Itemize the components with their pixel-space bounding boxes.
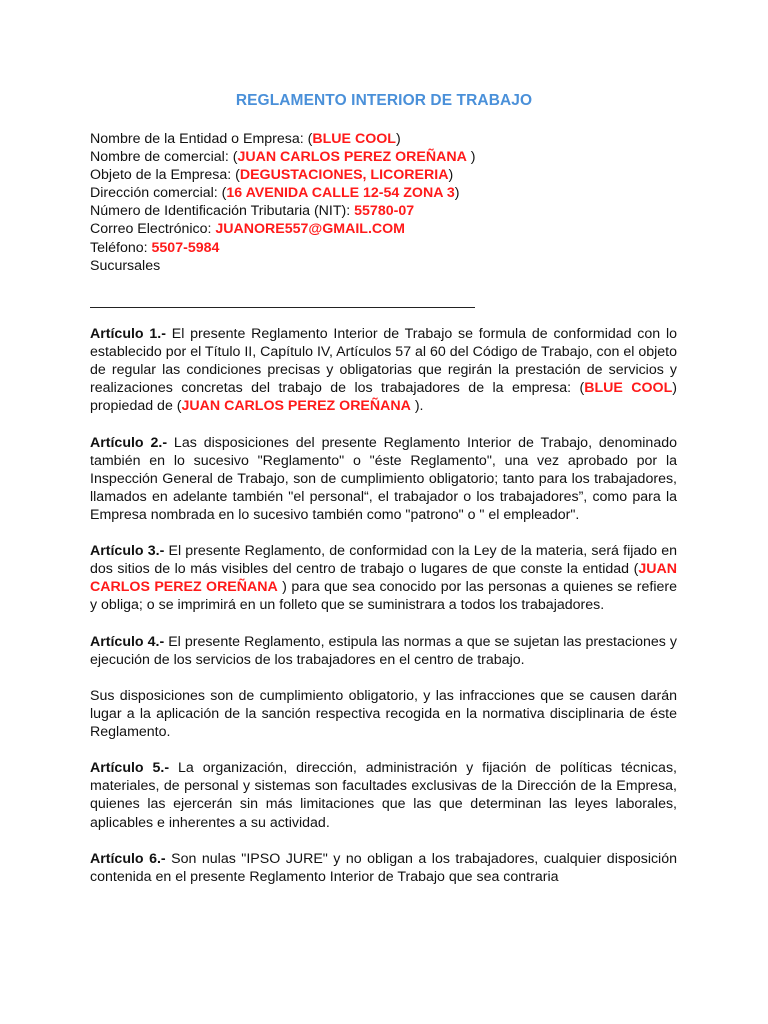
entidad-value: BLUE COOL xyxy=(312,131,396,147)
article-heading: Artículo 6.- xyxy=(90,850,166,867)
info-direccion: Dirección comercial: (16 AVENIDA CALLE 12-54 ZONA 3) xyxy=(90,185,460,202)
info-entidad: Nombre de la Entidad o Empresa: (BLUE COOL) xyxy=(90,131,401,147)
telefono-value: 5507-5984 xyxy=(151,239,220,256)
correo-value: JUANORE557@GMAIL.COM xyxy=(215,221,406,238)
article-2: Artículo 2.- Las disposiciones del presente Reglamento Interior de Trabajo, denominado también en lo sucesivo "Reglamento" o "éste Reglamento", una vez aprobado por la Inspección General de Trabajo, son de cumplimiento obligatorio; tanto para los trabajadores, llamados en adelante también "el personal“, el trabajador o los trabajadores”, como para la Empresa nombrada en lo sucesivo también como "patrono" o " el empleador". xyxy=(90,434,677,523)
info-comercial: Nombre de comercial: (JUAN CARLOS PEREZ OREÑANA ) xyxy=(90,149,476,166)
article-5: Artículo 5.- La organización, dirección, administración y fijación de políticas técnicas, materiales, de personal y sistemas son facultades exclusivas de la Dirección de la Empresa, quienes las ejercerán sin más limitaciones que las que determinan las leyes laborales, aplicables e inherentes a su actividad. xyxy=(90,760,677,831)
direccion-value: 16 AVENIDA CALLE 12-54 ZONA 3 xyxy=(226,185,455,202)
info-nit: Número de Identificación Tributaria (NIT): 55780-07 xyxy=(90,203,415,220)
signature-divider xyxy=(90,307,475,308)
info-telefono: Teléfono: 5507-5984 xyxy=(90,239,220,256)
article-heading: Artículo 5.- xyxy=(90,760,170,777)
info-sucursales: Sucursales xyxy=(90,257,161,274)
article-heading: Artículo 1.- xyxy=(90,326,166,342)
article-6: Artículo 6.- Son nulas "IPSO JURE" y no obligan a los trabajadores, cualquier disposición contenida en el presente Reglamento Interior de Trabajo que sea contraria xyxy=(90,850,677,885)
nit-value: 55780-07 xyxy=(354,203,415,220)
article-4: Artículo 4.- El presente Reglamento, estipula las normas a que se sujetan las prestaciones y ejecución de los servicios de los trabajadores en el centro de trabajo. xyxy=(90,633,677,668)
article-heading: Artículo 4.- xyxy=(90,633,165,650)
article-3: Artículo 3.- El presente Reglamento, de conformidad con la Ley de la materia, será fijado en dos sitios de lo más visibles del centro de trabajo o lugares de que conste la entidad (JUAN CARLOS PEREZ OREÑANA ) para que sea conocido por las personas a quienes se refiere y obliga; o se imprimirá en un folleto que se suministrara a todos los trabajadores. xyxy=(90,543,677,614)
article-1: Artículo 1.- El presente Reglamento Interior de Trabajo se formula de conformidad con lo establecido por el Título II, Capítulo IV, Artículos 57 al 60 del Código de Trabajo, con el objeto de regular las condiciones precisas y obligatorias que regirán la prestación de servicios y realizaciones concretas del trabajo de los trabajadores de la empresa: (BLUE COOL) propiedad de (JUAN CARLOS PEREZ OREÑANA ). xyxy=(90,326,677,415)
article-heading: Artículo 2.- xyxy=(90,434,168,451)
info-objeto: Objeto de la Empresa: (DEGUSTACIONES, LICORERIA) xyxy=(90,167,454,184)
article-heading: Artículo 3.- xyxy=(90,543,165,560)
objeto-value: DEGUSTACIONES, LICORERIA xyxy=(239,167,449,184)
info-correo: Correo Electrónico: JUANORE557@GMAIL.COM xyxy=(90,221,406,238)
comercial-value: JUAN CARLOS PEREZ OREÑANA xyxy=(237,149,467,166)
document-title: REGLAMENTO INTERIOR DE TRABAJO xyxy=(235,92,533,109)
article-4-paragraph-2: Sus disposiciones son de cumplimiento obligatorio, y las infracciones que se causen darán lugar a la aplicación de la sanción respectiva recogida en la normativa disciplinaria de éste Reglamento. xyxy=(90,687,677,741)
company-info-block xyxy=(90,130,476,275)
articles-body xyxy=(90,325,677,904)
